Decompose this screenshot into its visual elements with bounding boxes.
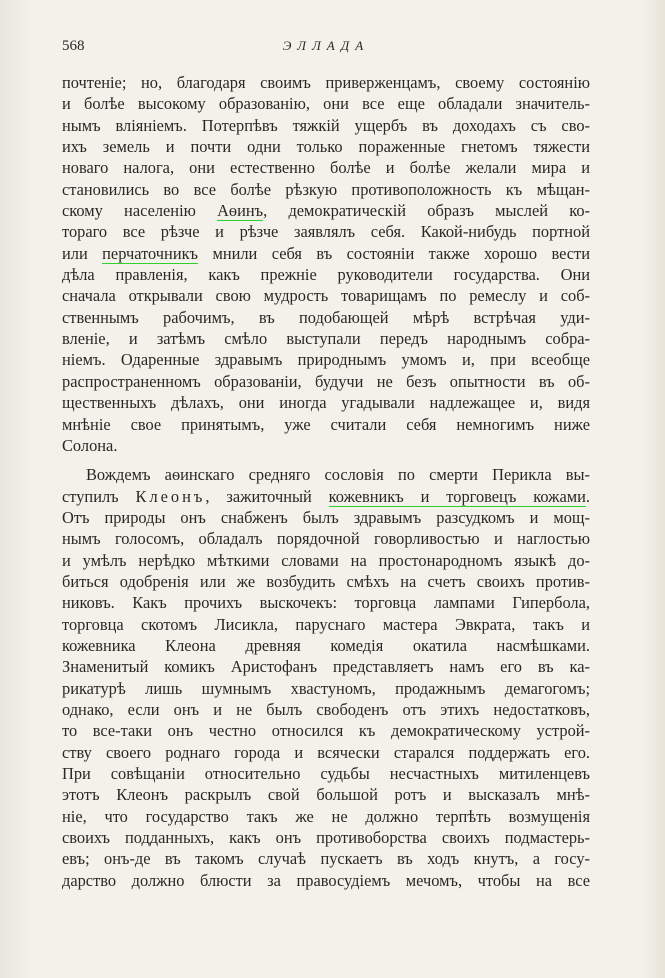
text-line: При совѣщаніи относительно судьбы несчастныхъ митиленцевъ [62,764,590,783]
text-line: вленіе, и затѣмъ смѣло выступали передъ народнымъ собра- [62,329,590,349]
text-line: становились во все болѣе рѣзкую противоположность къ мѣщан- [62,179,590,199]
text-line: торговца скотомъ Лисикла, паруснаго мастера Эвкрата, такъ и [62,614,590,634]
text-line: ніе, что государство такъ же не должно терпѣть возмущенія [62,806,590,826]
paragraph-1 [62,72,590,456]
text-line: ніемъ. Одаренные здравымъ природнымъ умомъ и, при всеобще [62,350,590,370]
text-line: ственнымъ рабочимъ, въ подобающей мѣрѣ встрѣчая уди- [62,307,590,327]
text-line: Знаменитый комикъ Аристофанъ представляетъ намъ его въ ка- [62,657,590,677]
text-line: или перчаточникъ мнили себя въ состояніи также хорошо вести [62,243,590,263]
highlight-tanner-merchant: кожевникъ и торговецъ кожами [328,486,586,506]
text-line: ихъ земель и почти одни только пораженные гнетомъ тяжести [62,137,590,157]
text-line: евъ; онъ-де въ такомъ случаѣ пускаетъ въ ходъ кнутъ, а госу- [62,849,590,869]
text-line: дарство должно блюсти за правосудіемъ мечомъ, чтобы на все [62,870,590,890]
text-line: тораго все рѣзче и рѣзче заявлялъ себя. Какой-нибудь портной [62,222,590,242]
page-header [62,34,590,60]
name-cleon: Клеонъ [135,486,206,506]
running-title: ЭЛЛАДА [282,38,370,53]
highlighted-word: Аѳинъ [217,201,264,221]
text-line: дѣла правленія, какъ прежніе руководители государства. Они [62,265,590,285]
text-line: никовъ. Какъ прочихъ выскочекъ: торговца лампами Гипербола, [62,593,590,613]
text-line: скому населенію Аѳинъ, демократическій образъ мыслей ко- [62,201,590,221]
highlighted-word: перчаточникъ [102,243,199,263]
text-line: ству своего роднаго города и всячески старался поддержать его. [62,742,590,762]
text-line: Отъ природы онъ снабженъ былъ здравымъ разсудкомъ и мощ- [62,507,590,527]
text-line: нымъ голосомъ, обладалъ порядочной говорливостью и наглостью [62,529,590,549]
body-text [62,72,590,891]
text-line: своихъ подданныхъ, какъ онъ противоборства своихъ подмастерь- [62,828,590,848]
text-line: ступилъ Клеонъ, зажиточный кожевникъ и торговецъ кожами. [62,486,590,506]
text-line: щественныхъ дѣлахъ, они иногда угадывали надлежащее и, видя [62,393,590,413]
text-line: распространенномъ образованіи, будучи не безъ опытности въ об- [62,371,590,391]
text-line: новаго налога, они естественно болѣе и болѣе желали мира и [62,158,590,178]
text-line: и болѣе высокому образованію, они все еще обладали значитель- [62,94,590,114]
page-number: 568 [62,38,85,54]
text-line: то все-таки онъ честно относился къ демократическому устрой- [62,721,590,741]
text-line: биться одобренія или же возбудить смѣхъ на счетъ своихъ против- [62,571,590,591]
text-line: мнѣніе свое принятымъ, уже считали себя немногимъ ниже [62,414,590,434]
text-line: нымъ вліяніемъ. Потерпѣвъ тяжкій ущербъ въ доходахъ съ сво- [62,115,590,135]
text-line: Солона. [62,435,118,455]
text-line: сначала открывали свою мудрость товарищамъ по ремеслу и соб- [62,286,590,306]
text-line: кожевника Клеона древняя комедія окатила насмѣшками. [62,635,590,655]
text-line: Вождемъ аѳинскаго средняго сословія по смерти Перикла вы- [86,465,590,485]
paragraph-2 [62,464,590,891]
text-line: рикатурѣ лишь шумнымъ хвастуномъ, продажнымъ демагогомъ; [62,678,590,698]
text-line: и умѣлъ нерѣдко мѣткими словами на простонародномъ языкѣ до- [62,550,590,570]
text-line: однако, если онъ и не былъ свободенъ отъ этихъ недостатковъ, [62,699,590,719]
text-line: почтеніе; но, благодаря своимъ приверженцамъ, своему состоянію [62,73,590,92]
text-line: этотъ Клеонъ раскрылъ свой большой ротъ и высказалъ мнѣ- [62,785,590,805]
